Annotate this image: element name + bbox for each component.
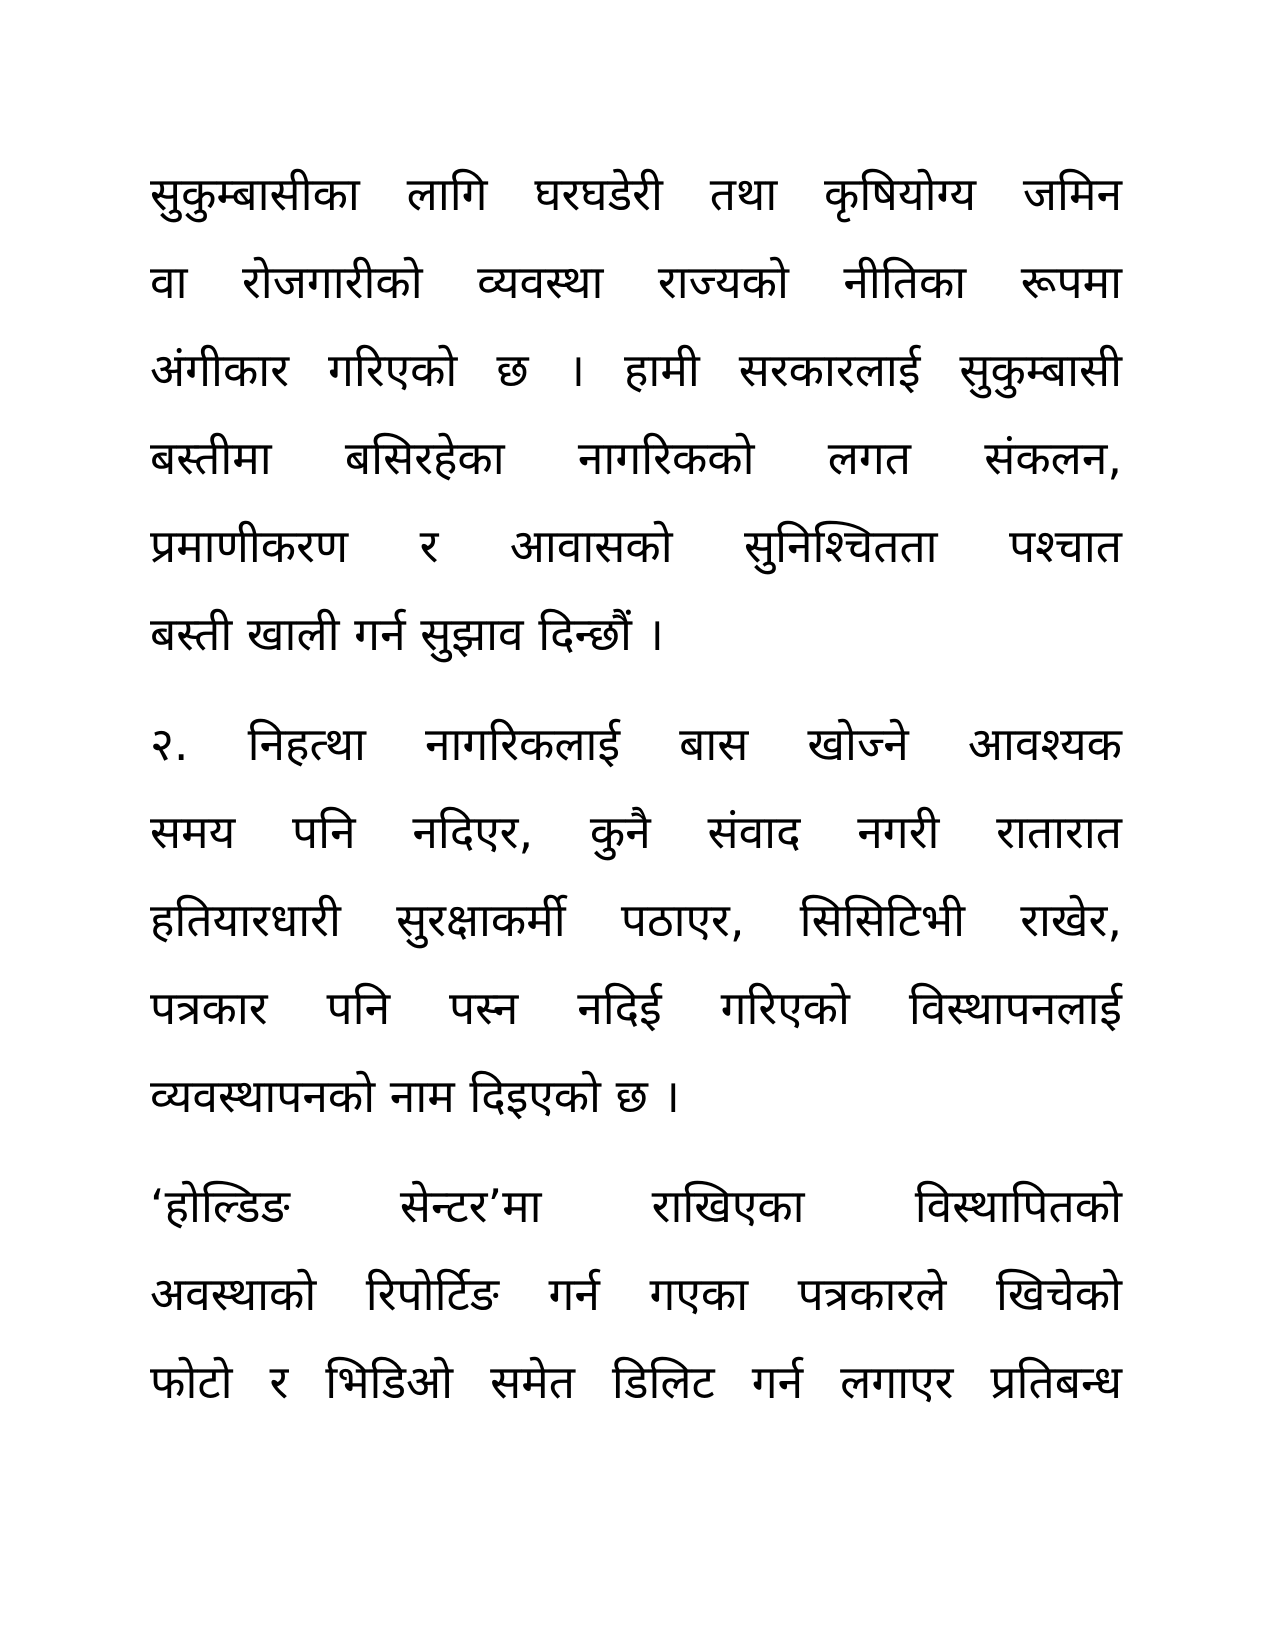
paragraph-gap <box>150 1140 1122 1162</box>
document-page <box>150 150 1122 1426</box>
paragraph-3 <box>150 1162 1122 1426</box>
text-line: अंगीकार गरिएको छ । हामी सरकारलाई सुकुम्बासी <box>150 343 1122 397</box>
text-line: २. निहत्था नागरिकलाई बास खोज्ने आवश्यक <box>150 717 1122 771</box>
paragraph-1 <box>150 150 1122 678</box>
text-line: सुकुम्बासीका लागि घरघडेरी तथा कृषियोग्य जमिन <box>150 167 1122 221</box>
text-line: व्यवस्थापनको नाम दिइएको छ । <box>150 1069 680 1123</box>
text-line: पत्रकार पनि पस्न नदिई गरिएको विस्थापनलाई <box>150 981 1122 1035</box>
paragraph-gap <box>150 678 1122 700</box>
text-line: हतियारधारी सुरक्षाकर्मी पठाएर, सिसिटिभी राखेर, <box>150 893 1122 947</box>
text-line: प्रमाणीकरण र आवासको सुनिश्चितता पश्चात <box>150 519 1122 573</box>
text-line: अवस्थाको रिपोर्टिङ गर्न गएका पत्रकारले खिचेको <box>150 1267 1122 1321</box>
text-line: ‘होल्डिङ सेन्टर’मा राखिएका विस्थापितको <box>150 1179 1122 1233</box>
text-line: बस्तीमा बसिरहेका नागरिकको लगत संकलन, <box>150 431 1122 485</box>
text-line: वा रोजगारीको व्यवस्था राज्यको नीतिका रूपमा <box>150 255 1122 309</box>
paragraph-2 <box>150 700 1122 1140</box>
text-line: फोटो र भिडिओ समेत डिलिट गर्न लगाएर प्रतिबन्ध <box>150 1355 1122 1409</box>
text-line: समय पनि नदिएर, कुनै संवाद नगरी रातारात <box>150 805 1122 859</box>
text-line: बस्ती खाली गर्न सुझाव दिन्छौं । <box>150 607 664 661</box>
